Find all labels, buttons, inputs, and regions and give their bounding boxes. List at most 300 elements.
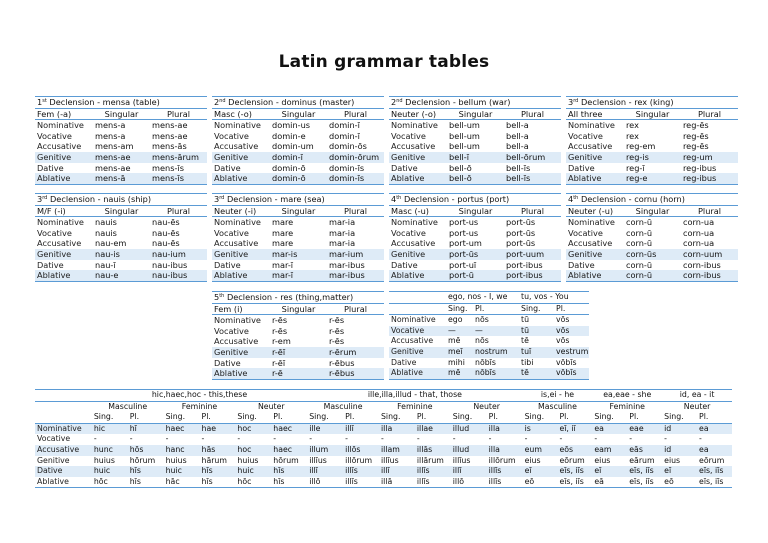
singular-form: nau-e <box>93 270 150 281</box>
pronoun-form: illīs <box>415 477 451 488</box>
pronoun-form: vōs <box>556 336 570 346</box>
case-label: Vocative <box>37 434 71 444</box>
pronoun-form: eī, iī <box>557 423 592 434</box>
id-caption: id, ea - it <box>662 390 732 402</box>
table-header-row <box>566 108 738 120</box>
plural-header: Plural <box>681 205 738 217</box>
is-caption: is,ei - he <box>523 390 593 402</box>
table-row <box>212 141 384 152</box>
table-row <box>35 434 732 445</box>
case-label: Vocative <box>391 227 426 238</box>
singular-form: nauis <box>95 227 117 238</box>
table-row <box>566 238 738 249</box>
table-row <box>35 141 207 152</box>
pronoun-form: nōs <box>475 315 489 325</box>
plural-form: r-ērum <box>327 347 384 358</box>
case-label: Dative <box>391 357 417 367</box>
case-label: Vocative <box>37 227 72 238</box>
case-label: Nominative <box>391 315 436 325</box>
caption-text: Declension - portus (port) <box>401 194 510 204</box>
case-label: Accusative <box>391 238 436 249</box>
pronoun-form: hōrum <box>129 455 156 465</box>
pronoun-form: hīs <box>200 466 236 477</box>
pronoun-form: eum <box>523 445 558 456</box>
plural-form: mar-ia <box>329 227 356 238</box>
table-row <box>35 423 732 434</box>
table-row <box>212 270 384 281</box>
plural-form: mar-ia <box>329 217 356 228</box>
table-row <box>389 347 589 358</box>
pronoun-form: - <box>452 434 456 444</box>
empty-cell <box>389 303 446 315</box>
plural-form: port-ūs <box>506 217 536 228</box>
sing-header: Sing. <box>592 412 627 423</box>
singular-form: mare <box>272 217 294 228</box>
gender-header: Feminine <box>397 401 433 411</box>
pronoun-form: hōs <box>128 445 164 456</box>
sing-header: Sing. <box>164 412 200 423</box>
case-label: Genitive <box>389 152 447 163</box>
pronoun-form: - <box>664 434 667 444</box>
pronoun-form: huius <box>237 455 259 465</box>
pronoun-form: haec <box>164 423 200 434</box>
caption-text: Declension - rex (king) <box>578 97 674 107</box>
caption-text: Declension - nauis (ship) <box>47 194 152 204</box>
pronoun-form: ego <box>448 315 463 325</box>
case-label: Ablative <box>35 477 92 488</box>
case-label: Ablative <box>389 368 446 379</box>
pronoun-form: - <box>488 434 492 444</box>
singular-form: corn-ū <box>626 259 653 270</box>
table-row <box>212 238 384 249</box>
pronoun-form: - <box>629 434 633 444</box>
singular-form: domin-ō <box>272 162 306 173</box>
plural-form: corn-ua <box>683 227 715 238</box>
plural-form: reg-ibus <box>681 173 738 184</box>
pronoun-form: tē <box>521 336 529 346</box>
singular-form: reg-e <box>624 173 681 184</box>
singular-form: domin-e <box>272 130 306 141</box>
table-row <box>389 270 561 281</box>
singular-form: port-us <box>449 217 479 228</box>
table-row <box>566 131 738 142</box>
singular-form: bell-ō <box>447 173 504 184</box>
pronoun-form: hī <box>128 423 164 434</box>
sing-header: Sing. <box>662 412 697 423</box>
plural-form: mens-ās <box>152 141 187 152</box>
case-label: Dative <box>568 162 595 173</box>
pronoun-form: hic <box>92 423 128 434</box>
singular-form: port-ūs <box>447 249 504 260</box>
table-row <box>389 163 561 174</box>
caption-ordinal: st <box>42 98 47 104</box>
ea-caption: ea,eae - she <box>592 390 662 402</box>
sing-header: Sing. <box>307 412 343 423</box>
plural-header: Plural <box>150 108 207 120</box>
pronoun-form: illī <box>451 466 487 477</box>
plural-header: Plural <box>504 108 561 120</box>
singular-form: domin-ō <box>270 173 327 184</box>
table-row <box>389 141 561 152</box>
case-label: Vocative <box>568 130 603 141</box>
sing-header: Sing. <box>92 412 128 423</box>
pronoun-form: eī <box>523 466 558 477</box>
table-header-row <box>389 205 561 217</box>
pronoun-form: hārum <box>201 455 227 465</box>
pronoun-form: hanc <box>164 445 200 456</box>
pronoun-form: ea <box>697 423 732 434</box>
singular-form: rex <box>626 130 639 141</box>
pronoun-form: hīs <box>128 466 164 477</box>
table-header-row <box>212 303 384 315</box>
case-label: Nominative <box>214 217 261 228</box>
table-row <box>212 368 384 379</box>
pronoun-form: hae <box>200 423 236 434</box>
plural-form: nau-ēs <box>152 227 180 238</box>
case-label: Genitive <box>566 249 624 260</box>
pronoun-form: hunc <box>92 445 128 456</box>
demonstrative-pronoun-table <box>35 389 732 488</box>
case-label: Ablative <box>35 173 93 184</box>
plural-form: nau-ēs <box>152 217 180 228</box>
gender-header: Masculine <box>323 401 363 411</box>
case-label: Vocative <box>214 325 249 336</box>
table-row <box>212 152 384 163</box>
case-label: Ablative <box>389 173 447 184</box>
pronoun-form: huic <box>92 466 128 477</box>
table-header-row <box>212 108 384 120</box>
gender-header: Masculine <box>538 401 577 411</box>
caption-text: Declension - mensa (table) <box>46 97 160 107</box>
table-row <box>566 173 738 184</box>
caption-number: 3 <box>568 97 574 107</box>
caption-number: 3 <box>214 194 220 204</box>
declension-table <box>389 193 561 282</box>
pronoun-form: illīs <box>415 466 451 477</box>
table-row <box>35 131 207 142</box>
pronoun-form: eīs, iīs <box>697 477 732 488</box>
case-label: Nominative <box>214 315 261 326</box>
case-label: Genitive <box>389 249 447 260</box>
plural-form: reg-ēs <box>683 130 709 141</box>
case-label: Accusative <box>37 238 82 249</box>
plural-form: corn-uum <box>681 249 738 260</box>
pronoun-form: - <box>699 434 702 444</box>
singular-form: r-ēs <box>272 325 288 336</box>
empty-cell <box>35 412 92 423</box>
plural-form: r-ēbus <box>327 368 384 379</box>
table-row <box>35 238 207 249</box>
singular-form: mens-a <box>95 130 126 141</box>
table-caption-row <box>35 97 207 109</box>
plural-form: domin-īs <box>327 173 384 184</box>
singular-form: corn-ū <box>624 270 681 281</box>
singular-form: r-ēs <box>272 315 288 326</box>
pronoun-form: illīus <box>452 455 471 465</box>
table-caption <box>212 292 384 304</box>
pronoun-form: vōbīs <box>554 368 589 379</box>
singular-form: corn-ūs <box>624 249 681 260</box>
singular-form: domin-um <box>272 141 314 152</box>
plural-form: bell-a <box>506 141 529 152</box>
table-header-row <box>389 303 589 315</box>
table-row <box>35 120 207 131</box>
pronoun-form: vōs <box>556 315 570 325</box>
pronoun-form: haec <box>271 445 307 456</box>
pronoun-form: - <box>559 434 563 444</box>
table-caption <box>566 97 738 109</box>
plural-form: port-uum <box>504 249 561 260</box>
plural-form: mar-ia <box>329 238 356 249</box>
table-row <box>212 336 384 347</box>
caption-ordinal: th <box>573 195 579 201</box>
pronoun-form: hāc <box>164 477 200 488</box>
caption-ordinal: nd <box>219 98 226 104</box>
pronoun-form: — <box>446 326 473 337</box>
pl-header: Pl. <box>200 412 236 423</box>
pronoun-form: huius <box>93 455 115 465</box>
singular-form: nau-is <box>93 249 150 260</box>
pronoun-form: illīs <box>487 477 523 488</box>
singular-form: corn-ū <box>626 238 653 249</box>
plural-form: mar-ium <box>327 249 384 260</box>
pronoun-form: eius <box>524 455 541 465</box>
sing-header: Sing. <box>379 412 415 423</box>
caption-number: 2 <box>214 97 220 107</box>
singular-form: mens-ae <box>93 152 150 163</box>
pronoun-form: eō <box>662 477 697 488</box>
pl-header: Pl. <box>473 303 513 315</box>
singular-form: mens-ā <box>93 173 150 184</box>
plural-form: reg-ēs <box>683 120 709 131</box>
pronoun-form: illī <box>379 466 415 477</box>
case-label: Nominative <box>37 217 84 228</box>
case-label: Ablative <box>35 270 93 281</box>
caption-ordinal: nd <box>396 98 403 104</box>
pronoun-form: illī <box>343 423 379 434</box>
pronoun-form: eīs, iīs <box>697 466 732 477</box>
case-label: Vocative <box>391 130 426 141</box>
pronoun-form: eīs, iīs <box>557 477 592 488</box>
table-row <box>389 173 561 184</box>
table-row <box>35 217 207 228</box>
singular-header: Singular <box>624 108 681 120</box>
table-row <box>389 315 589 326</box>
gender-header: Neuter <box>473 401 500 411</box>
pl-header: Pl. <box>554 303 589 315</box>
plural-form: corn-ua <box>683 238 715 249</box>
gender-header: Neuter <box>683 401 711 411</box>
pronoun-form: illum <box>307 445 343 456</box>
plural-form: corn-ibus <box>683 259 721 270</box>
gender-row <box>35 401 732 412</box>
table-caption-row <box>35 194 207 206</box>
caption-ordinal: rd <box>42 195 48 201</box>
case-label: Nominative <box>568 217 615 228</box>
singular-form: mare <box>272 227 294 238</box>
pronoun-form: vōs <box>554 326 589 337</box>
case-label: Accusative <box>568 141 613 152</box>
pronoun-form: illa <box>487 423 523 434</box>
number-header-row <box>35 412 732 423</box>
sing-header: Sing. <box>235 412 271 423</box>
pl-header: Pl. <box>271 412 307 423</box>
case-label: Accusative <box>568 238 613 249</box>
page-title: Latin grammar tables <box>278 52 490 72</box>
pronoun-form: - <box>93 434 97 444</box>
singular-form: domin-us <box>272 120 311 131</box>
table-caption-row <box>212 194 384 206</box>
singular-form: mens-am <box>95 141 134 152</box>
table-row <box>212 326 384 337</box>
table-row <box>35 249 207 260</box>
pronoun-form: illō <box>451 477 487 488</box>
sing-header: Sing. <box>446 303 473 315</box>
pronoun-form: - <box>380 434 384 444</box>
pronoun-form: - <box>524 434 528 444</box>
pronoun-form: nōbīs <box>473 368 513 379</box>
singular-form: mar-is <box>270 249 327 260</box>
pronoun-form: illa <box>379 423 415 434</box>
singular-header: Singular <box>93 205 150 217</box>
table-caption-row <box>566 194 738 206</box>
case-label: Ablative <box>566 173 624 184</box>
pronoun-form: tū <box>521 315 530 325</box>
caption-text: Declension - dominus (master) <box>225 97 355 107</box>
singular-header: Singular <box>270 108 327 120</box>
singular-form: corn-ū <box>626 217 653 228</box>
case-label: Nominative <box>391 217 438 228</box>
pronoun-form: hōc <box>92 477 128 488</box>
pronoun-form: eae <box>627 423 662 434</box>
singular-form: mare <box>272 238 294 249</box>
case-label: Genitive <box>212 152 270 163</box>
singular-form: corn-ū <box>626 227 653 238</box>
table-row <box>212 120 384 131</box>
pronoun-form: hoc <box>235 445 271 456</box>
pronoun-form: tū <box>519 326 554 337</box>
table-row <box>389 120 561 131</box>
case-label: Accusative <box>214 336 259 347</box>
caption-text: Declension - bellum (war) <box>402 97 511 107</box>
case-label: Nominative <box>391 120 438 131</box>
caption-ordinal: th <box>219 293 225 299</box>
declension-table <box>566 193 738 282</box>
plural-form: domin-īs <box>329 162 365 173</box>
pronoun-form: hīs <box>271 466 307 477</box>
plural-form: domin-ōs <box>329 141 367 152</box>
singular-header: Singular <box>93 108 150 120</box>
pronoun-form: tibi <box>521 357 534 367</box>
table-caption <box>35 194 207 206</box>
case-label: Ablative <box>212 368 270 379</box>
pronoun-form: illīus <box>380 455 399 465</box>
plural-form: domin-ōrum <box>327 152 384 163</box>
ille-caption: ille,illa,illud - that, those <box>307 390 522 402</box>
plural-form: mens-īs <box>150 173 207 184</box>
pronoun-form: eōrum <box>699 455 725 465</box>
singular-form: port-um <box>449 238 482 249</box>
pronoun-form: - <box>165 434 169 444</box>
pl-header: Pl. <box>487 412 523 423</box>
plural-form: bell-ōrum <box>504 152 561 163</box>
singular-form: mar-ī <box>272 259 294 270</box>
pronoun-form: eōrum <box>559 455 585 465</box>
plural-form: domin-ī <box>329 120 360 131</box>
singular-form: bell-um <box>449 141 480 152</box>
plural-form: port-ūs <box>506 227 536 238</box>
plural-form: mens-ārum <box>150 152 207 163</box>
plural-form: mens-ae <box>152 130 188 141</box>
pronoun-form: illīs <box>487 466 523 477</box>
pronoun-form: nostrum <box>473 347 513 358</box>
table-row <box>35 228 207 239</box>
case-label: Vocative <box>214 227 249 238</box>
pronoun-form: hās <box>200 445 236 456</box>
pl-header: Pl. <box>627 412 662 423</box>
pronoun-caption-first-person: ego, nos - I, we <box>446 292 519 304</box>
singular-header: Singular <box>624 205 681 217</box>
pronoun-form: nōbīs <box>475 357 496 367</box>
table-caption <box>35 97 207 109</box>
gender-header: Masculine <box>108 401 148 411</box>
pronoun-form: vestrum <box>556 346 589 356</box>
singular-form: domin-ī <box>270 152 327 163</box>
caption-number: 4 <box>391 194 397 204</box>
caption-number: 2 <box>391 97 397 107</box>
table-header-row <box>35 205 207 217</box>
gender-label: Masc (-u) <box>389 205 447 217</box>
table-row <box>389 336 589 347</box>
pronoun-form: huius <box>165 455 187 465</box>
pronoun-form: tē <box>519 368 554 379</box>
table-row <box>389 217 561 228</box>
case-label: Dative <box>37 259 64 270</box>
singular-form: mar-ī <box>270 270 327 281</box>
plural-form: nau-ēs <box>152 238 180 249</box>
pronoun-form: haec <box>271 423 307 434</box>
plural-form: bell-īs <box>506 162 531 173</box>
pronoun-caption-second-person: tu, vos - You <box>519 292 589 304</box>
singular-form: reg-ī <box>626 162 645 173</box>
pronoun-form: - <box>273 434 277 444</box>
pl-header: Pl. <box>557 412 592 423</box>
pronoun-form: - <box>201 434 205 444</box>
table-row <box>212 315 384 326</box>
table-caption <box>389 194 561 206</box>
plural-form: reg-um <box>681 152 738 163</box>
pronoun-form: illa <box>487 445 523 456</box>
table-row <box>212 358 384 369</box>
table-row <box>212 260 384 271</box>
table-row <box>566 260 738 271</box>
pronoun-form: eō <box>523 477 558 488</box>
plural-header: Plural <box>327 303 384 315</box>
singular-header: Singular <box>447 108 504 120</box>
plural-form: r-ēs <box>329 336 345 347</box>
plural-form: bell-īs <box>504 173 561 184</box>
pronoun-form: mē <box>448 336 461 346</box>
empty-cell <box>35 390 92 402</box>
case-label: Vocative <box>37 130 72 141</box>
gender-header: Feminine <box>609 401 645 411</box>
case-label: Dative <box>214 259 241 270</box>
singular-form: port-ū <box>447 270 504 281</box>
caption-number: 4 <box>568 194 574 204</box>
pronoun-form: - <box>416 434 420 444</box>
pronoun-form: hōrum <box>273 455 299 465</box>
plural-form: nau-ibus <box>152 259 188 270</box>
